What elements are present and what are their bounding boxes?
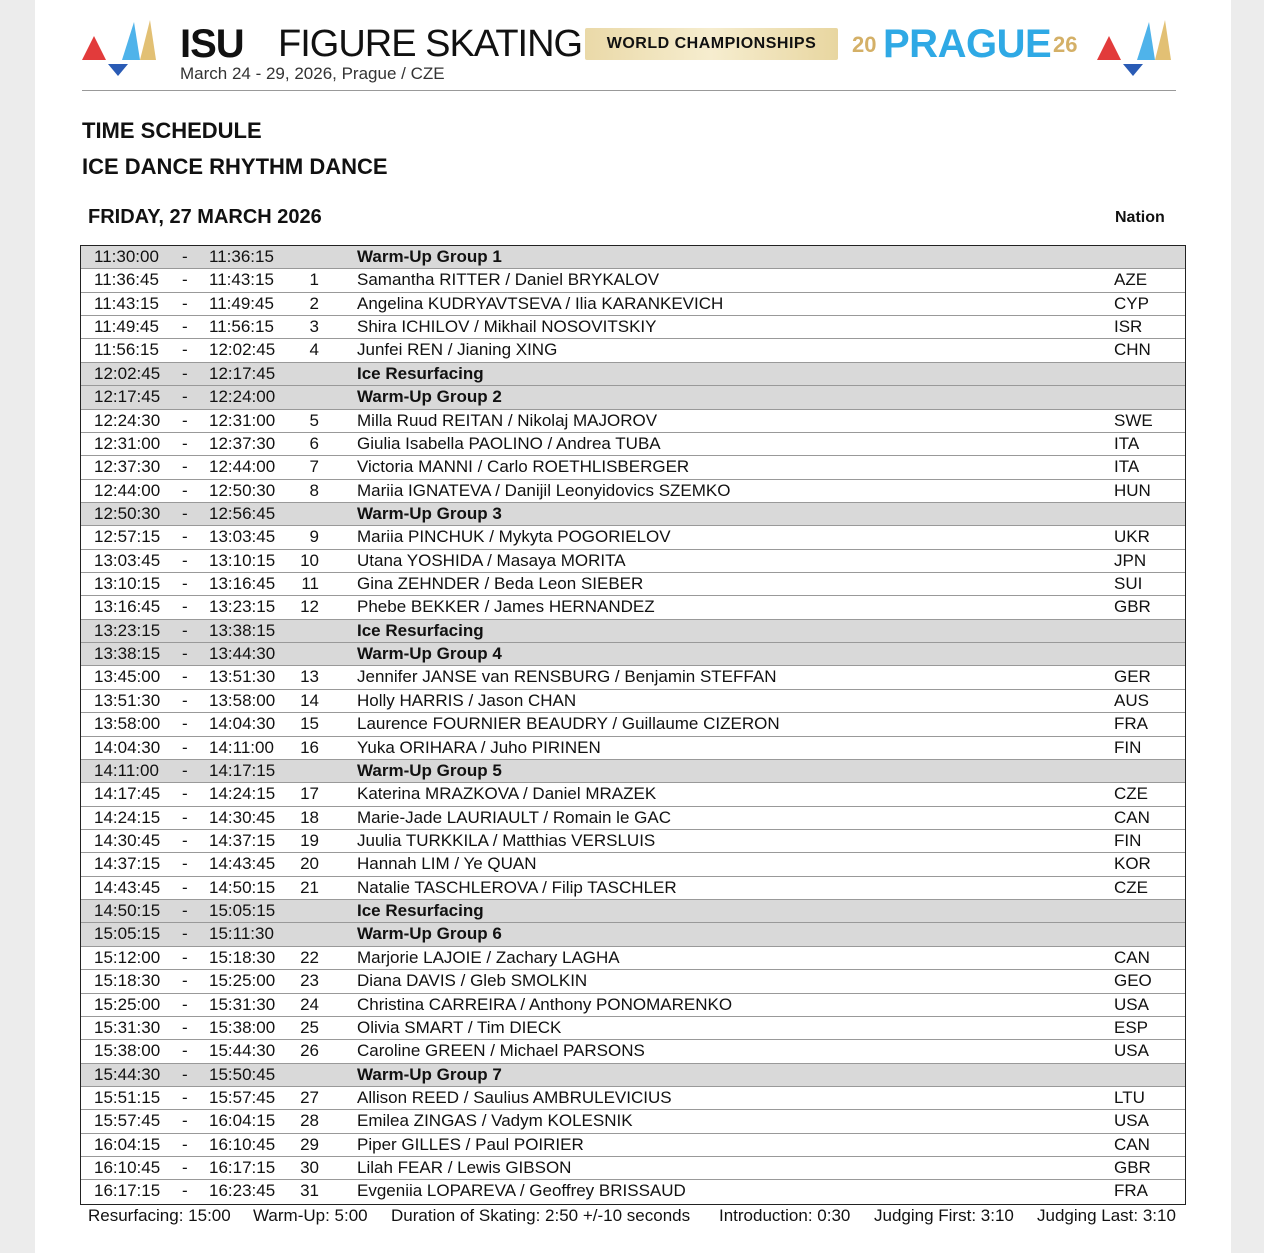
end-time: 13:38:15 — [209, 620, 276, 640]
time-separator: - — [182, 293, 188, 313]
start-time: 14:11:00 — [94, 760, 159, 780]
table-row — [81, 830, 1185, 853]
start-time: 15:25:00 — [94, 994, 161, 1014]
start-time: 16:04:15 — [94, 1134, 161, 1154]
document-page — [35, 0, 1231, 1253]
time-separator: - — [182, 597, 188, 617]
nation-code: GER — [1114, 667, 1151, 687]
start-time: 13:58:00 — [94, 714, 161, 734]
end-time: 12:17:45 — [209, 363, 276, 383]
time-separator: - — [182, 760, 188, 780]
end-time: 14:11:00 — [209, 737, 274, 757]
start-time: 15:44:30 — [94, 1064, 161, 1084]
event-triangle-logo-icon — [1097, 14, 1177, 76]
entry-name: Warm-Up Group 7 — [357, 1064, 502, 1084]
start-time: 14:17:45 — [94, 784, 161, 804]
time-separator: - — [182, 480, 188, 500]
start-number: 19 — [300, 830, 319, 850]
start-time: 15:57:45 — [94, 1111, 161, 1131]
table-row — [81, 480, 1185, 503]
time-separator: - — [182, 363, 188, 383]
time-separator: - — [182, 737, 188, 757]
time-separator: - — [182, 317, 188, 337]
entry-name: Holly HARRIS / Jason CHAN — [357, 690, 577, 710]
entry-name: Ice Resurfacing — [357, 363, 484, 383]
entry-name: Olivia SMART / Tim DIECK — [357, 1017, 562, 1037]
entry-name: Juulia TURKKILA / Matthias VERSLUIS — [357, 830, 656, 850]
start-time: 13:38:15 — [94, 644, 161, 664]
start-number: 29 — [300, 1134, 319, 1154]
time-separator: - — [182, 270, 188, 290]
start-time: 11:43:15 — [94, 293, 159, 313]
entry-name: Natalie TASCHLEROVA / Filip TASCHLER — [357, 877, 677, 897]
end-time: 14:43:45 — [209, 854, 276, 874]
start-time: 12:17:45 — [94, 387, 161, 407]
footer-warmup: Warm-Up: 5:00 — [253, 1206, 368, 1225]
time-separator: - — [182, 807, 188, 827]
start-number: 18 — [300, 807, 319, 827]
time-separator: - — [182, 854, 188, 874]
end-time: 13:23:15 — [209, 597, 276, 617]
start-number: 21 — [300, 877, 319, 897]
entry-name: Phebe BEKKER / James HERNANDEZ — [357, 597, 655, 617]
table-row — [81, 853, 1185, 876]
page-title: TIME SCHEDULE — [82, 118, 262, 143]
start-number: 14 — [300, 690, 319, 710]
nation-code: FIN — [1114, 737, 1142, 757]
table-row — [81, 737, 1185, 760]
start-number: 3 — [309, 317, 319, 337]
start-number: 23 — [300, 971, 319, 991]
start-number: 11 — [301, 574, 319, 594]
table-row — [81, 339, 1185, 362]
table-row-section — [81, 760, 1185, 783]
time-separator: - — [182, 714, 188, 734]
table-row-section — [81, 363, 1185, 386]
start-number: 15 — [300, 714, 319, 734]
start-number: 30 — [300, 1158, 319, 1178]
end-time: 13:44:30 — [209, 644, 276, 664]
footer-introduction: Introduction: 0:30 — [719, 1206, 851, 1225]
nation-code: KOR — [1114, 854, 1151, 874]
end-time: 15:31:30 — [209, 994, 276, 1014]
start-number: 31 — [300, 1181, 319, 1201]
start-time: 15:31:30 — [94, 1017, 161, 1037]
entry-name: Junfei REN / Jianing XING — [357, 340, 558, 360]
time-separator: - — [182, 877, 188, 897]
table-row — [81, 456, 1185, 479]
nation-code: USA — [1114, 994, 1149, 1014]
entry-name: Milla Ruud REITAN / Nikolaj MAJOROV — [357, 410, 658, 430]
table-row — [81, 1017, 1185, 1040]
nation-code: ITA — [1114, 433, 1140, 453]
nation-code: CHN — [1114, 340, 1151, 360]
footer-judging-last: Judging Last: 3:10 — [1037, 1206, 1176, 1225]
time-separator: - — [182, 1087, 188, 1107]
end-time: 16:23:45 — [209, 1181, 276, 1201]
table-row — [81, 1180, 1185, 1203]
end-time: 14:30:45 — [209, 807, 276, 827]
start-time: 14:24:15 — [94, 807, 161, 827]
end-time: 15:25:00 — [209, 971, 276, 991]
start-number: 9 — [309, 527, 319, 547]
start-number: 6 — [309, 433, 319, 453]
table-row-section — [81, 386, 1185, 409]
time-separator: - — [182, 784, 188, 804]
table-row-section — [81, 620, 1185, 643]
time-separator: - — [182, 1134, 188, 1154]
isu-logo: ISU — [180, 22, 244, 66]
entry-name: Victoria MANNI / Carlo ROETHLISBERGER — [357, 457, 690, 477]
entry-name: Marie-Jade LAURIAULT / Romain le GAC — [357, 807, 671, 827]
nation-code: CAN — [1114, 1134, 1150, 1154]
time-separator: - — [182, 924, 188, 944]
end-time: 12:02:45 — [209, 340, 276, 360]
time-separator: - — [182, 457, 188, 477]
nation-code: GBR — [1114, 1158, 1151, 1178]
time-separator: - — [182, 1158, 188, 1178]
header-divider — [82, 90, 1176, 91]
end-time: 14:04:30 — [209, 714, 276, 734]
end-time: 15:57:45 — [209, 1087, 276, 1107]
table-row — [81, 994, 1185, 1017]
start-number: 1 — [309, 270, 319, 290]
time-separator: - — [182, 1111, 188, 1131]
nation-code: UKR — [1114, 527, 1150, 547]
time-separator: - — [182, 1181, 188, 1201]
nation-code: FRA — [1114, 714, 1148, 734]
nation-code: AUS — [1114, 690, 1149, 710]
start-time: 15:51:15 — [94, 1087, 161, 1107]
entry-name: Diana DAVIS / Gleb SMOLKIN — [357, 971, 588, 991]
time-separator: - — [182, 901, 188, 921]
entry-name: Caroline GREEN / Michael PARSONS — [357, 1041, 645, 1061]
event-dates: March 24 - 29, 2026, Prague / CZE — [180, 64, 445, 83]
end-time: 15:44:30 — [209, 1041, 276, 1061]
time-separator: - — [182, 620, 188, 640]
time-separator: - — [182, 433, 188, 453]
end-time: 16:04:15 — [209, 1111, 276, 1131]
time-separator: - — [182, 527, 188, 547]
table-row — [81, 1134, 1185, 1157]
start-time: 12:44:00 — [94, 480, 161, 500]
table-row — [81, 596, 1185, 619]
start-time: 13:03:45 — [94, 550, 161, 570]
start-time: 16:17:15 — [94, 1181, 161, 1201]
end-time: 12:56:45 — [209, 503, 276, 523]
table-row — [81, 877, 1185, 900]
start-number: 5 — [309, 410, 319, 430]
nation-code: ITA — [1114, 457, 1140, 477]
time-separator: - — [182, 340, 188, 360]
start-time: 12:24:30 — [94, 410, 161, 430]
start-time: 11:49:45 — [94, 317, 159, 337]
figure-skating-title: FIGURE SKATING — [278, 23, 583, 65]
end-time: 12:44:00 — [209, 457, 276, 477]
start-number: 26 — [300, 1041, 319, 1061]
nation-code: FIN — [1114, 830, 1142, 850]
footer-duration: Duration of Skating: 2:50 +/-10 seconds — [391, 1206, 691, 1225]
start-time: 15:38:00 — [94, 1041, 161, 1061]
time-separator: - — [182, 1041, 188, 1061]
end-time: 15:05:15 — [209, 901, 276, 921]
table-row-section — [81, 900, 1185, 923]
end-time: 13:58:00 — [209, 690, 276, 710]
entry-name: Yuka ORIHARA / Juho PIRINEN — [357, 737, 601, 757]
start-number: 27 — [300, 1087, 319, 1107]
end-time: 13:10:15 — [209, 550, 276, 570]
start-time: 12:50:30 — [94, 503, 161, 523]
time-separator: - — [182, 644, 188, 664]
start-time: 13:16:45 — [94, 597, 161, 617]
entry-name: Gina ZEHNDER / Beda Leon SIEBER — [357, 574, 644, 594]
start-number: 17 — [300, 784, 319, 804]
schedule-table — [80, 245, 1186, 1205]
table-row — [81, 1087, 1185, 1110]
table-row-section — [81, 643, 1185, 666]
entry-name: Mariia PINCHUK / Mykyta POGORIELOV — [357, 527, 671, 547]
end-time: 11:49:45 — [209, 293, 274, 313]
start-time: 15:05:15 — [94, 924, 161, 944]
table-row — [81, 1040, 1185, 1063]
entry-name: Giulia Isabella PAOLINO / Andrea TUBA — [357, 433, 661, 453]
start-time: 12:31:00 — [94, 433, 161, 453]
table-row — [81, 807, 1185, 830]
entry-name: Katerina MRAZKOVA / Daniel MRAZEK — [357, 784, 657, 804]
table-row — [81, 690, 1185, 713]
end-time: 14:17:15 — [209, 760, 276, 780]
time-separator: - — [182, 947, 188, 967]
entry-name: Angelina KUDRYAVTSEVA / Ilia KARANKEVICH — [357, 293, 724, 313]
start-number: 20 — [300, 854, 319, 874]
entry-name: Warm-Up Group 2 — [357, 387, 502, 407]
start-number: 16 — [300, 737, 319, 757]
end-time: 15:38:00 — [209, 1017, 276, 1037]
time-separator: - — [182, 247, 188, 266]
table-row — [81, 433, 1185, 456]
time-separator: - — [182, 503, 188, 523]
nation-code: USA — [1114, 1111, 1149, 1131]
entry-name: Emilea ZINGAS / Vadym KOLESNIK — [357, 1111, 633, 1131]
page-subtitle: ICE DANCE RHYTHM DANCE — [82, 154, 388, 179]
table-row — [81, 666, 1185, 689]
entry-name: Warm-Up Group 3 — [357, 503, 502, 523]
time-separator: - — [182, 410, 188, 430]
start-number: 2 — [309, 293, 319, 313]
nation-code: CAN — [1114, 947, 1150, 967]
table-row — [81, 526, 1185, 549]
end-time: 14:37:15 — [209, 830, 276, 850]
start-time: 12:02:45 — [94, 363, 161, 383]
entry-name: Warm-Up Group 4 — [357, 644, 502, 664]
nation-code: ESP — [1114, 1017, 1149, 1037]
entry-name: Laurence FOURNIER BEAUDRY / Guillaume CIZERON — [357, 714, 780, 734]
table-row-section — [81, 246, 1185, 269]
start-time: 14:30:45 — [94, 830, 161, 850]
entry-name: Ice Resurfacing — [357, 901, 484, 921]
end-time: 11:56:15 — [209, 317, 274, 337]
table-row — [81, 410, 1185, 433]
end-time: 11:36:15 — [209, 247, 274, 266]
time-separator: - — [182, 667, 188, 687]
table-row — [81, 550, 1185, 573]
time-separator: - — [182, 1017, 188, 1037]
end-time: 15:50:45 — [209, 1064, 276, 1084]
end-time: 12:37:30 — [209, 433, 276, 453]
start-time: 12:37:30 — [94, 457, 161, 477]
table-row-section — [81, 1064, 1185, 1087]
start-time: 14:50:15 — [94, 901, 161, 921]
table-row — [81, 269, 1185, 292]
start-number: 7 — [309, 457, 319, 477]
world-championships-badge: WORLD CHAMPIONSHIPS — [585, 28, 838, 60]
end-time: 13:51:30 — [209, 667, 276, 687]
end-time: 14:50:15 — [209, 877, 276, 897]
end-time: 16:10:45 — [209, 1134, 276, 1154]
end-time: 11:43:15 — [209, 270, 274, 290]
time-separator: - — [182, 830, 188, 850]
event-triangle-logo-icon — [82, 14, 162, 76]
entry-name: Warm-Up Group 5 — [357, 760, 502, 780]
footer-judging-first: Judging First: 3:10 — [874, 1206, 1014, 1225]
start-number: 24 — [300, 994, 319, 1014]
table-row-section — [81, 923, 1185, 946]
time-separator: - — [182, 387, 188, 407]
start-time: 13:45:00 — [94, 667, 161, 687]
nation-code: JPN — [1114, 550, 1147, 570]
nation-code: CYP — [1114, 293, 1149, 313]
time-separator: - — [182, 574, 188, 594]
start-number: 25 — [300, 1017, 319, 1037]
entry-name: Jennifer JANSE van RENSBURG / Benjamin STEFFAN — [357, 667, 777, 687]
nation-code: AZE — [1114, 270, 1148, 290]
end-time: 15:11:30 — [209, 924, 274, 944]
nation-code: CZE — [1114, 877, 1148, 897]
start-time: 15:18:30 — [94, 971, 161, 991]
start-time: 11:30:00 — [94, 247, 159, 266]
entry-name: Marjorie LAJOIE / Zachary LAGHA — [357, 947, 620, 967]
table-row — [81, 293, 1185, 316]
start-number: 4 — [309, 340, 319, 360]
event-header — [35, 0, 1231, 92]
entry-name: Samantha RITTER / Daniel BRYKALOV — [357, 270, 660, 290]
start-time: 13:51:30 — [94, 690, 161, 710]
nation-code: ISR — [1114, 317, 1143, 337]
start-time: 11:36:45 — [94, 270, 159, 290]
nation-code: SUI — [1114, 574, 1143, 594]
year-suffix: 26 — [1053, 32, 1078, 57]
entry-name: Evgeniia LOPAREVA / Geoffrey BRISSAUD — [357, 1181, 686, 1201]
entry-name: Utana YOSHIDA / Masaya MORITA — [357, 550, 626, 570]
start-time: 11:56:15 — [94, 340, 159, 360]
day-heading: FRIDAY, 27 MARCH 2026 — [88, 206, 322, 228]
entry-name: Shira ICHILOV / Mikhail NOSOVITSKIY — [357, 317, 657, 337]
table-row — [81, 1110, 1185, 1133]
end-time: 13:16:45 — [209, 574, 276, 594]
entry-name: Allison REED / Saulius AMBRULEVICIUS — [357, 1087, 672, 1107]
nation-code: GBR — [1114, 597, 1151, 617]
start-time: 13:10:15 — [94, 574, 161, 594]
end-time: 15:18:30 — [209, 947, 276, 967]
table-row — [81, 783, 1185, 806]
entry-name: Hannah LIM / Ye QUAN — [357, 854, 537, 874]
footer-resurfacing: Resurfacing: 15:00 — [88, 1206, 231, 1225]
entry-name: Christina CARREIRA / Anthony PONOMARENKO — [357, 994, 733, 1014]
start-time: 12:57:15 — [94, 527, 161, 547]
start-time: 16:10:45 — [94, 1158, 161, 1178]
table-row-section — [81, 503, 1185, 526]
nation-column-header: Nation — [1115, 209, 1165, 226]
table-row — [81, 573, 1185, 596]
nation-code: LTU — [1114, 1087, 1145, 1107]
start-number: 28 — [300, 1111, 319, 1131]
time-separator: - — [182, 690, 188, 710]
end-time: 12:50:30 — [209, 480, 276, 500]
entry-name: Piper GILLES / Paul POIRIER — [357, 1134, 584, 1154]
start-number: 8 — [309, 480, 319, 500]
end-time: 16:17:15 — [209, 1158, 276, 1178]
city-title: PRAGUE — [883, 22, 1052, 66]
entry-name: Warm-Up Group 1 — [357, 247, 502, 266]
table-row — [81, 316, 1185, 339]
year-prefix: 20 — [852, 32, 877, 57]
end-time: 12:24:00 — [209, 387, 276, 407]
start-number: 13 — [300, 667, 319, 687]
entry-name: Lilah FEAR / Lewis GIBSON — [357, 1158, 572, 1178]
nation-code: CZE — [1114, 784, 1148, 804]
table-row — [81, 1157, 1185, 1180]
entry-name: Mariia IGNATEVA / Danijil Leonyidovics SZEMKO — [357, 480, 731, 500]
start-number: 10 — [300, 550, 319, 570]
start-number: 12 — [300, 597, 319, 617]
start-time: 14:43:45 — [94, 877, 161, 897]
table-row — [81, 713, 1185, 736]
start-time: 14:04:30 — [94, 737, 161, 757]
nation-code: SWE — [1114, 410, 1153, 430]
nation-code: HUN — [1114, 480, 1151, 500]
time-separator: - — [182, 1064, 188, 1084]
table-row — [81, 947, 1185, 970]
nation-code: CAN — [1114, 807, 1150, 827]
nation-code: USA — [1114, 1041, 1149, 1061]
time-separator: - — [182, 994, 188, 1014]
entry-name: Warm-Up Group 6 — [357, 924, 502, 944]
time-separator: - — [182, 550, 188, 570]
table-row — [81, 970, 1185, 993]
nation-code: FRA — [1114, 1181, 1148, 1201]
start-number: 22 — [300, 947, 319, 967]
end-time: 12:31:00 — [209, 410, 276, 430]
nation-code: GEO — [1114, 971, 1152, 991]
start-time: 15:12:00 — [94, 947, 161, 967]
entry-name: Ice Resurfacing — [357, 620, 484, 640]
end-time: 13:03:45 — [209, 527, 276, 547]
start-time: 14:37:15 — [94, 854, 161, 874]
start-time: 13:23:15 — [94, 620, 161, 640]
time-separator: - — [182, 971, 188, 991]
end-time: 14:24:15 — [209, 784, 276, 804]
